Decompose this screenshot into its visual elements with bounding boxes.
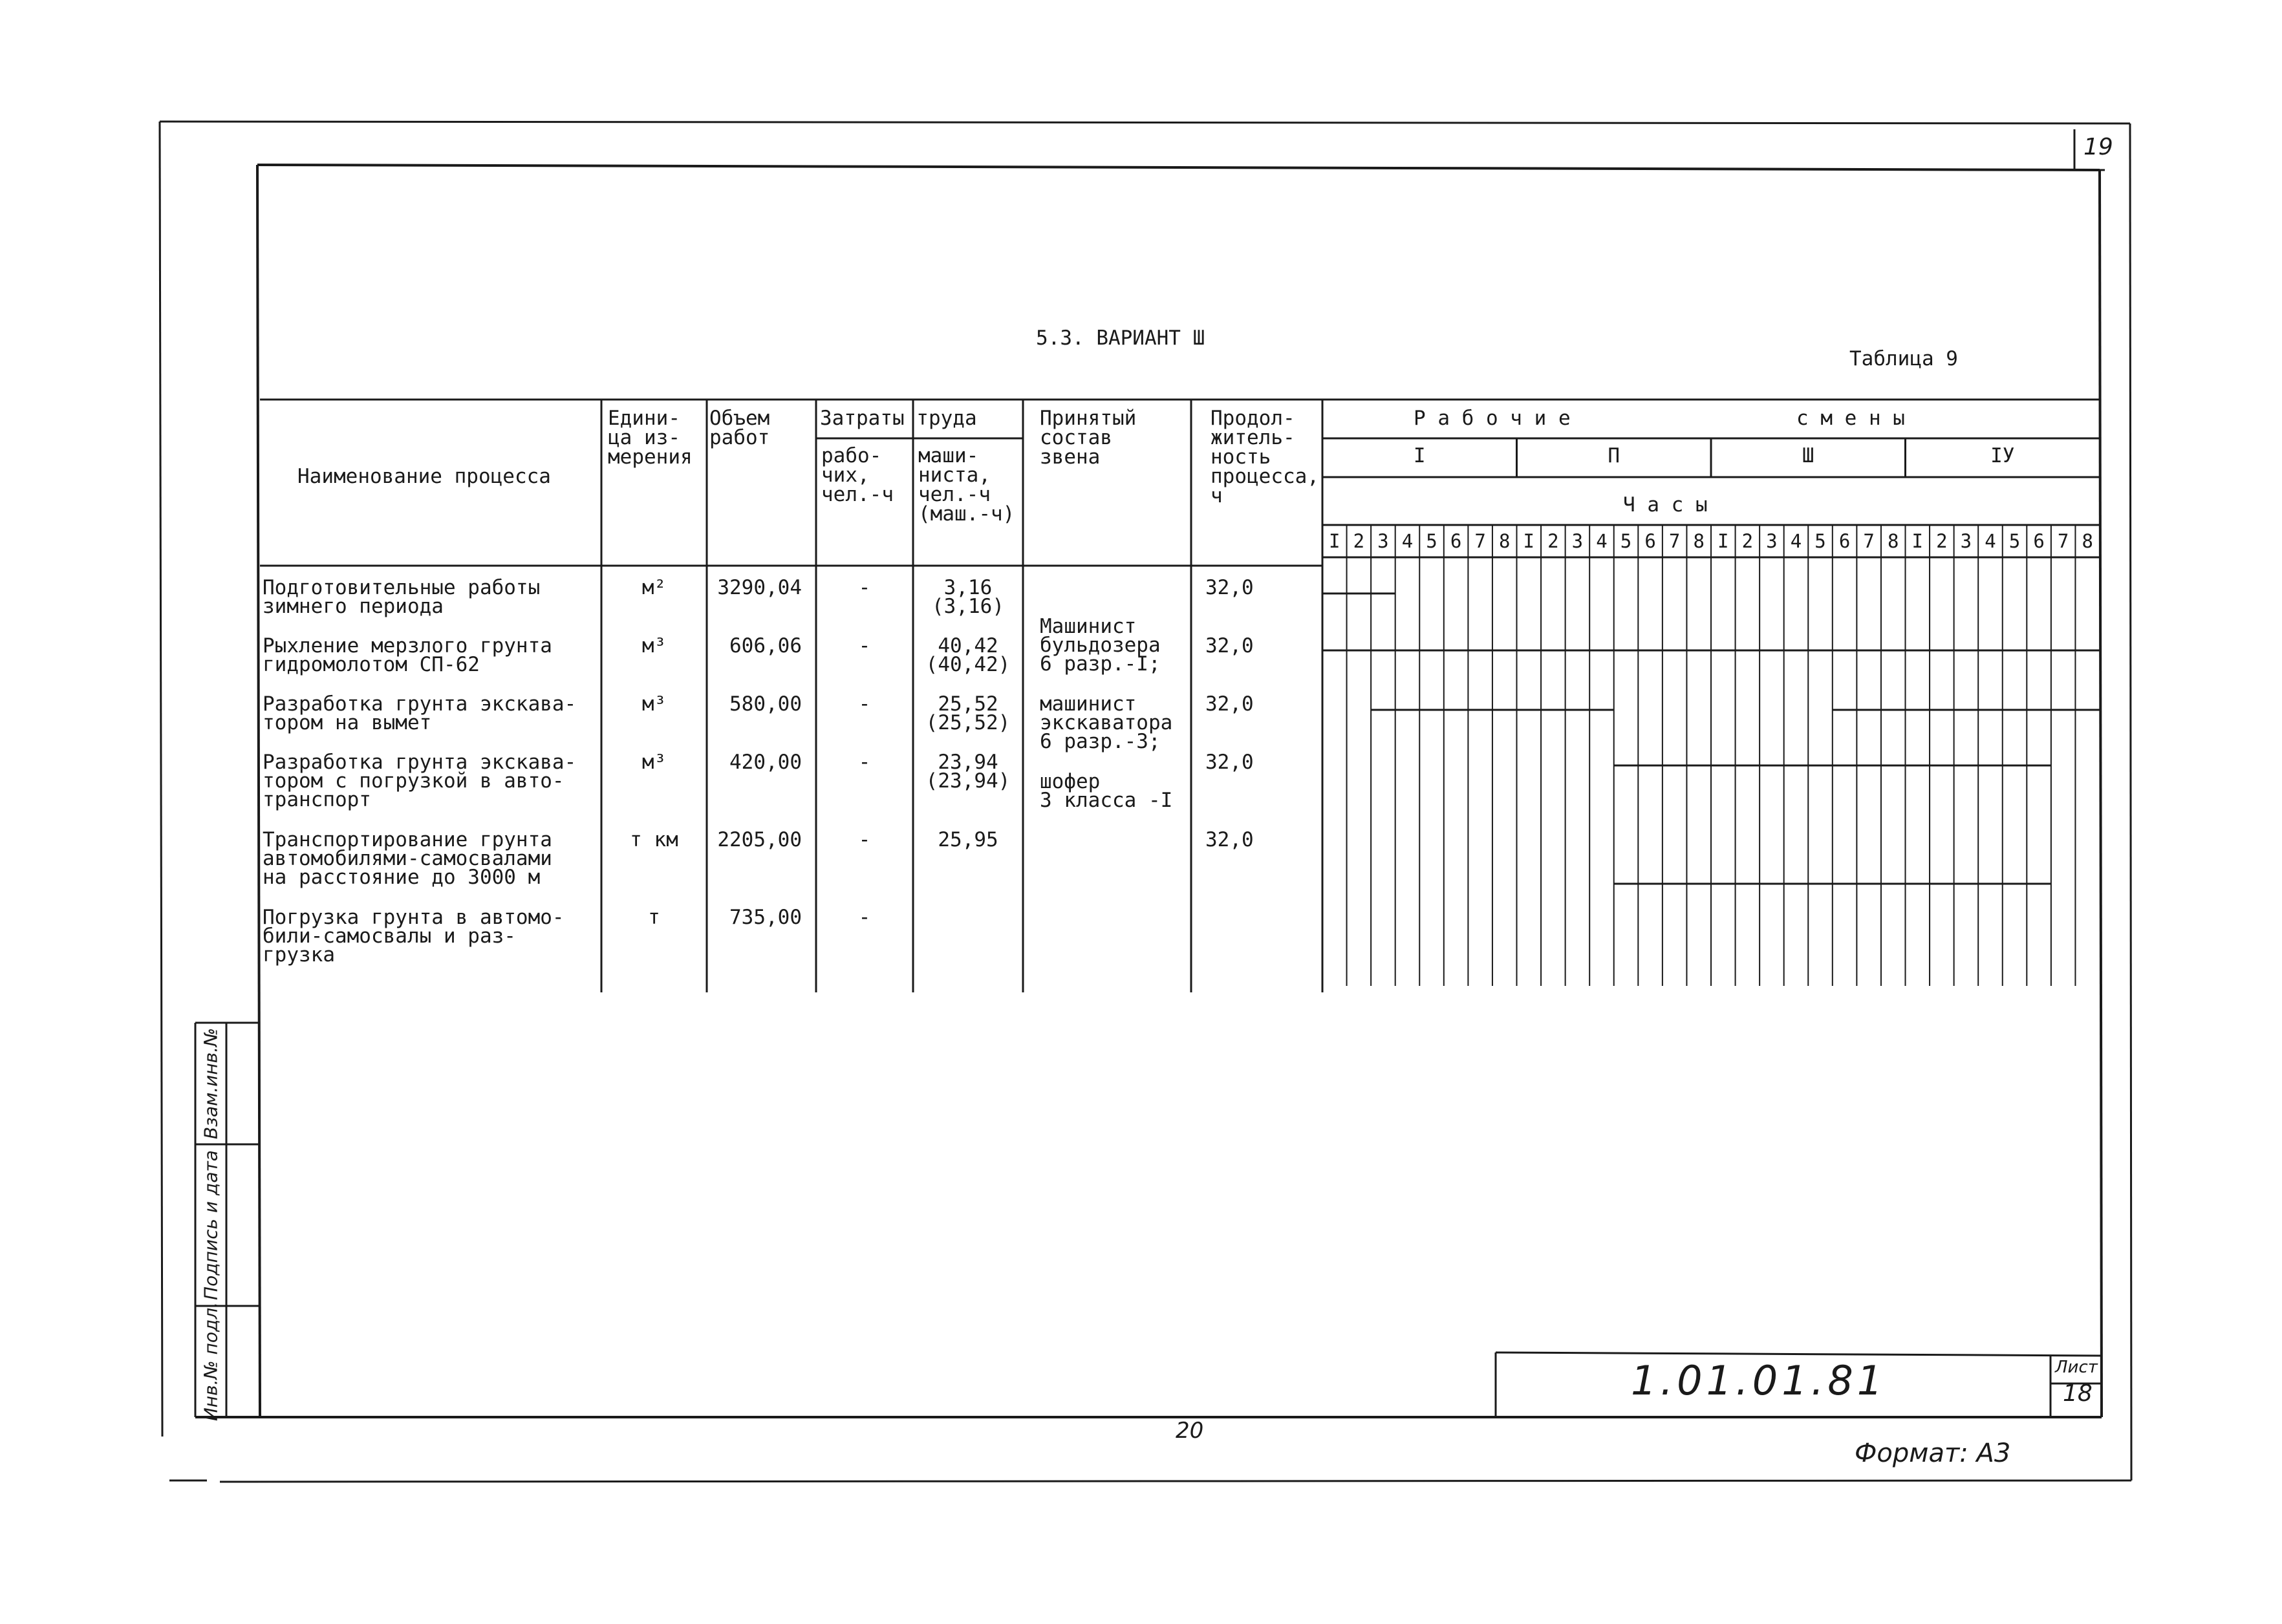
hour-number: 2 [1353, 530, 1365, 552]
crew-driver: шофер 3 класса -I [1040, 770, 1173, 812]
workers-cell: - [858, 828, 871, 851]
stamp-signature-date: Подпись и дата [200, 1150, 222, 1300]
volume-cell: 580,00 [729, 692, 802, 716]
hour-number: 4 [1401, 530, 1414, 552]
volume-cell: 420,00 [729, 751, 802, 774]
sheet-label: Лист [2055, 1358, 2098, 1377]
duration-cell: 32,0 [1205, 828, 1254, 851]
shift-number: I [1413, 444, 1426, 467]
outer-border-right [2130, 123, 2131, 1480]
bottom-center-number: 20 [1176, 1418, 1204, 1444]
hour-number: 6 [1450, 530, 1462, 552]
machinists-cell: 25,95 [938, 828, 998, 851]
stamp-replacement-inv: Взам.инв.№ [200, 1027, 222, 1140]
volume-cell: 2205,00 [717, 828, 802, 851]
process-name: Подготовительные работы зимнего периода [263, 576, 541, 618]
duration-cell: 32,0 [1205, 692, 1254, 716]
shift-number: П [1608, 444, 1620, 467]
hour-number: 5 [1426, 530, 1437, 552]
volume-cell: 3290,04 [717, 576, 802, 599]
header-volume: Объем работ [709, 407, 770, 449]
hour-number: 8 [2082, 530, 2093, 552]
header-labor-machinists: маши- ниста, чел.-ч (маш.-ч) [918, 444, 1015, 526]
machinists-cell: 3,16 (3,16) [932, 576, 1004, 618]
workers-cell: - [858, 692, 871, 716]
hour-number: 4 [1596, 530, 1608, 552]
sheet-number: 18 [2063, 1380, 2093, 1407]
machinists-cell: 25,52 (25,52) [925, 692, 1011, 734]
outer-border-top [160, 122, 2130, 123]
hour-number: 7 [1474, 530, 1486, 552]
process-name: Разработка грунта экскава- тором на вымет [263, 692, 577, 734]
hour-number: 4 [1790, 530, 1802, 552]
unit-cell: м³ [641, 692, 667, 716]
hour-number: I [1523, 530, 1535, 552]
header-crew: Принятый состав звена [1040, 407, 1137, 469]
hour-number: 3 [1766, 530, 1778, 552]
process-name: Погрузка грунта в автомо- били-самосвалы и раз- грузка [263, 906, 565, 967]
hour-number: 8 [1887, 530, 1899, 552]
outer-border-bottom [169, 1480, 2131, 1482]
hour-number: 3 [1377, 530, 1389, 552]
inner-frame-right [2100, 170, 2102, 1417]
inner-frame-top [257, 165, 2100, 170]
shift-number: IУ [1990, 444, 2015, 467]
crew-excavator-operator: машинист экскаватора 6 разр.-3; [1040, 692, 1173, 753]
process-name: Транспортирование грунта автомобилями-самосвалами на расстояние до 3000 м [263, 828, 552, 889]
header-hours: Ч а с ы [1623, 493, 1708, 517]
workers-cell: - [858, 751, 871, 774]
hour-number: 8 [1498, 530, 1511, 552]
hour-number: 2 [1936, 530, 1948, 552]
hour-number: 7 [1863, 530, 1875, 552]
process-name: Рыхление мерзлого грунта гидромолотом СП-62 [263, 634, 552, 676]
hour-number: 4 [1985, 530, 1996, 552]
unit-cell: т [648, 906, 660, 929]
duration-cell: 32,0 [1205, 634, 1254, 657]
workers-cell: - [858, 634, 871, 657]
hour-number: 5 [2008, 530, 2021, 552]
hour-number: 5 [1814, 530, 1826, 552]
header-labor-workers: рабо- чих, чел.-ч [821, 444, 894, 506]
duration-cell: 32,0 [1205, 751, 1254, 774]
stamp-original-inv: Инв.№ подл. [200, 1301, 222, 1422]
process-name: Разработка грунта экскава- тором с погрузкой в авто- транспорт [263, 751, 577, 811]
inner-frame-left [257, 165, 260, 1417]
unit-cell: м² [641, 576, 667, 599]
section-title: 5.3. ВАРИАНТ Ш [1036, 326, 1205, 350]
crew-bulldozer-operator: Машинист бульдозера 6 разр.-I; [1040, 615, 1161, 676]
hour-number: I [1329, 530, 1340, 552]
hour-number: I [1717, 530, 1729, 552]
volume-cell: 735,00 [729, 906, 802, 929]
header-duration: Продол- житель- ность процесса, ч [1211, 407, 1319, 508]
hour-number: 6 [1644, 530, 1656, 552]
hour-number: 2 [1547, 530, 1559, 552]
hour-number: 7 [2057, 530, 2069, 552]
hour-number: 6 [1838, 530, 1851, 552]
hour-number: 2 [1741, 530, 1754, 552]
unit-cell: м³ [641, 751, 667, 774]
header-unit: Едини- ца из- мерения [608, 407, 693, 469]
machinists-cell: 40,42 (40,42) [925, 634, 1011, 676]
unit-cell: м³ [641, 634, 667, 657]
volume-cell: 606,06 [729, 634, 802, 657]
hour-number: 3 [1960, 530, 1972, 552]
workers-cell: - [858, 576, 871, 599]
workers-cell: - [858, 906, 871, 929]
format-label: Формат: А3 [1855, 1438, 2011, 1468]
table-label: Таблица 9 [1849, 347, 1958, 370]
hour-number: I [1911, 530, 1924, 552]
shift-number: Ш [1802, 444, 1814, 467]
hour-number: 7 [1668, 530, 1681, 552]
hour-number: 6 [2033, 530, 2045, 552]
duration-cell: 32,0 [1205, 576, 1254, 599]
hour-number: 3 [1571, 530, 1584, 552]
document-code: 1.01.01.81 [1631, 1357, 1887, 1404]
unit-cell: т км [630, 828, 678, 851]
hour-number: 5 [1620, 530, 1632, 552]
header-shifts-word2: с м е н ы [1796, 407, 1905, 430]
corner-sheet-number: 19 [2083, 134, 2113, 160]
header-shifts-word1: Р а б о ч и е [1414, 407, 1571, 430]
header-process-name: Наименование процесса [297, 465, 551, 488]
header-labor-costs: Затраты труда [820, 407, 977, 430]
hour-number: 8 [1693, 530, 1705, 552]
outer-border-left [160, 122, 162, 1437]
machinists-cell: 23,94 (23,94) [925, 751, 1011, 793]
